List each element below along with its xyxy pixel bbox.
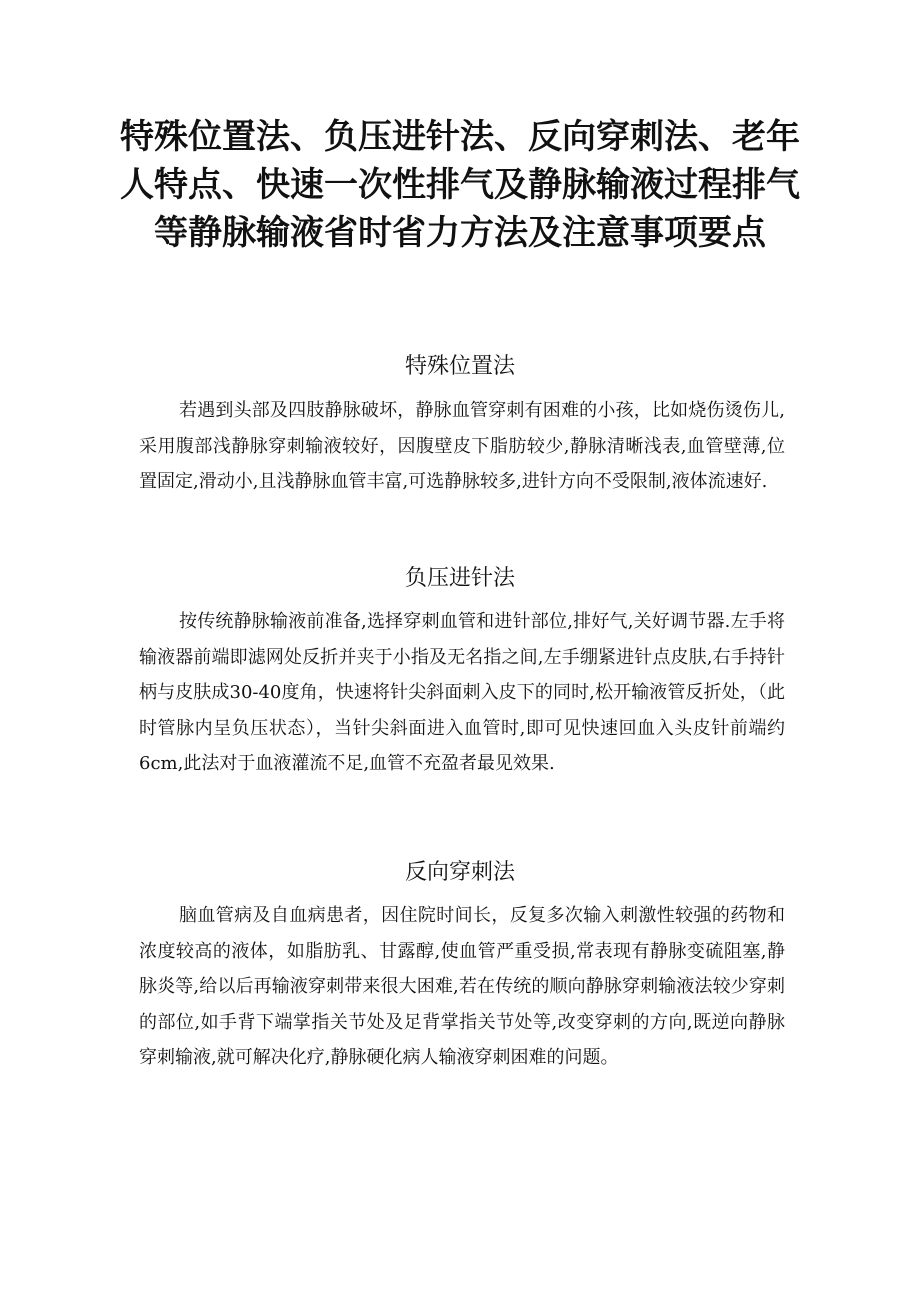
section-body-negative-pressure: 按传统静脉输液前准备,选择穿刺血管和进针部位,排好气,关好调节器.左手将输液器前端即滤网处反折并夹于小指及无名指之间,左手绷紧进针点皮肤,右手持针柄与皮肤成30-40度角，快速将针尖斜面刺入皮下的同时,松开输液管反折处，（此时管脉内呈负压状态），当针尖斜面进入血管时,即可见快速回血入头皮针前端约6cm,此法对于血液灌流不足,血管不充盈者最见效果. [139, 611, 785, 774]
section-heading-special-position: 特殊位置法 [404, 354, 515, 379]
section-body-special-position: 若遇到头部及四肢静脉破坏，静脉血管穿刺有困难的小孩，比如烧伤烫伤儿,采用腹部浅静脉穿刺输液较好，因腹壁皮下脂肪较少,静脉清晰浅表,血管壁薄,位置固定,滑动小,且浅静脉血管丰富,可选静脉较多,进针方向不受限制,液体流速好. [139, 400, 785, 492]
section-body-reverse-puncture: 脑血管病及自血病患者，因住院时间长，反复多次输入刺激性较强的药物和浓度较高的液体，如脂肪乳、甘露醇,使血管严重受损,常表现有静脉变硫阻塞,静脉炎等,给以后再输液穿刺带来很大困难,若在传统的顺向静脉穿刺输液法较少穿刺的部位,如手背下端掌指关节处及足背掌指关节处等,改变穿刺的方向,既逆向静脉穿刺输液,就可解决化疗,静脉硬化病人输液穿刺困难的问题。 [139, 905, 785, 1068]
section-heading-negative-pressure: 负压进针法 [404, 566, 515, 591]
document-title: 特殊位置法、负压进针法、反向穿刺法、老年人特点、快速一次性排气及静脉输液过程排气等静脉输液省时省力方法及注意事项要点 [120, 117, 800, 253]
section-heading-reverse-puncture: 反向穿刺法 [404, 860, 515, 885]
